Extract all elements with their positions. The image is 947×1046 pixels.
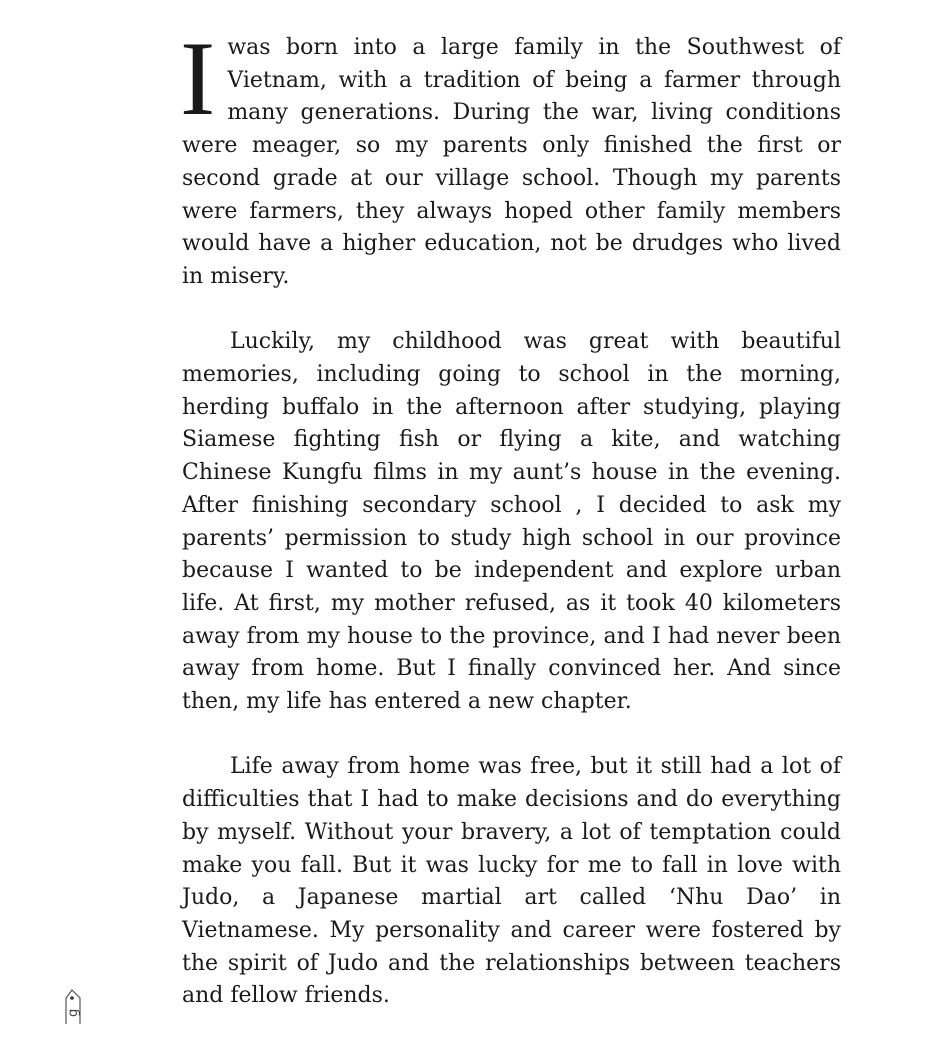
paragraph-1-text: was born into a large family in the Southwest of Vietnam, with a tradition of being a farmer through many generations. During the war, living conditions were meager, so my parents only finished the first or second grade at our village school. Though my parents were farmers, they always hoped other family members would have a higher education, not be drudges who lived in misery. (182, 35, 841, 289)
paragraph-3: Life away from home was free, but it still had a lot of difficulties that I had to make decisions and do everything by myself. Without your bravery, a lot of temptation could make you fall. But it was lucky for me to fall in love with Judo, a Japanese martial art called ‘Nhu Dao’ in Vietnamese. My personality and career were fostered by the spirit of Judo and the relationships between teachers and fellow friends. (182, 754, 841, 1009)
corner-mark-letter: g (66, 1008, 81, 1017)
paragraph-1 (180, 20, 841, 294)
paragraph-2: Luckily, my childhood was great with beautiful memories, including going to school in the morning, herding buffalo in the afternoon after studying, playing Siamese fighting fish or flying a kite, and watching Chinese Kungfu films in my aunt’s house in the evening. After finishing secondary school , I decided to ask my parents’ permission to study high school in our province because I wanted to be independent and explore urban life. At first, my mother refused, as it took 40 kilometers away from my house to the province, and I had never been away from home. But I finally convinced her. And since then, my life has entered a new chapter. (182, 329, 841, 715)
body-text (180, 20, 841, 1046)
page-tab-icon (60, 984, 86, 1024)
drop-cap: I (180, 20, 216, 137)
